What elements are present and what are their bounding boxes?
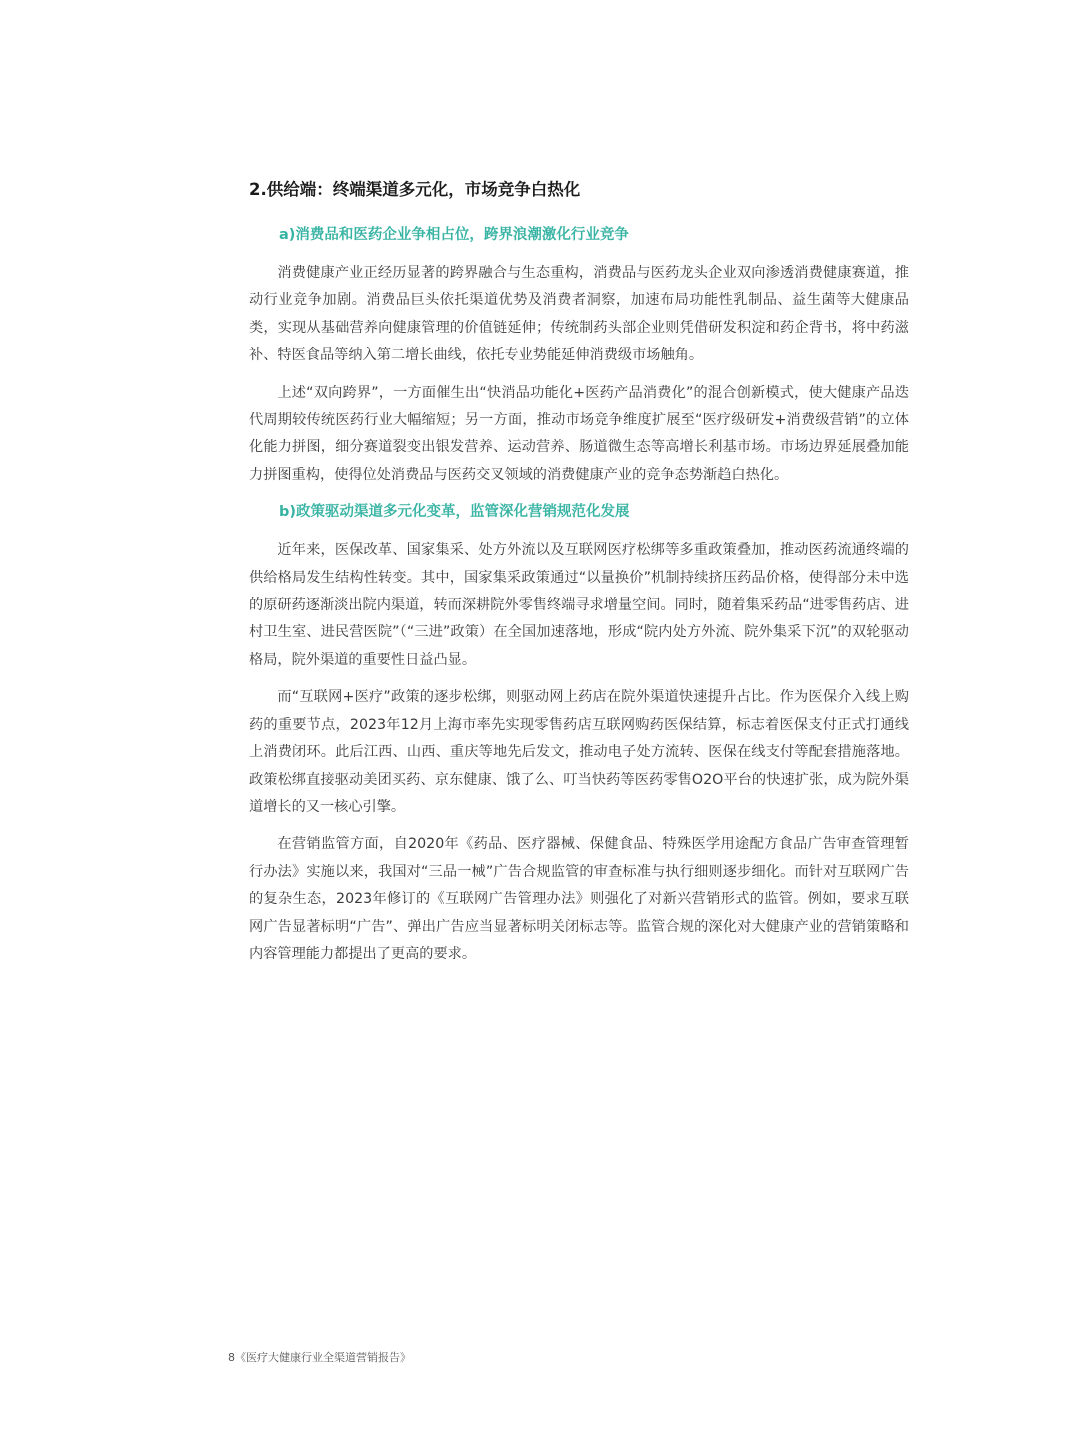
page-footer: 8《医疗大健康行业全渠道营销报告》 bbox=[228, 1351, 411, 1364]
paragraph: 而“互联网+医疗”政策的逐步松绑，则驱动网上药店在院外渠道快速提升占比。作为医保介入线上购药的重要节点，2023年12月上海市率先实现零售药店互联网购药医保结算，标志着医保支付正式打通线上消费闭环。此后江西、山西、重庆等地先后发文，推动电子处方流转、医保在线支付等配套措施落地。政策松绑直接驱动美团买药、京东健康、饿了么、叮当快药等医药零售O2O平台的快速扩张，成为院外渠道增长的又一核心引擎。 bbox=[249, 689, 909, 815]
paragraph: 上述“双向跨界”，一方面催生出“快消品功能化+医药产品消费化”的混合创新模式，使大健康产品迭代周期较传统医药行业大幅缩短；另一方面，推动市场竞争维度扩展至“医疗级研发+消费级营销”的立体化能力拼图，细分赛道裂变出银发营养、运动营养、肠道微生态等高增长利基市场。市场边界延展叠加能力拼图重构，使得位处消费品与医药交叉领域的消费健康产业的竞争态势渐趋白热化。 bbox=[249, 384, 909, 483]
paragraph: 在营销监管方面，自2020年《药品、医疗器械、保健食品、特殊医学用途配方食品广告审查管理暂行办法》实施以来，我国对“三品一械”广告合规监管的审查标准与执行细则逐步细化。而针对互联网广告的复杂生态，2023年修订的《互联网广告管理办法》则强化了对新兴营销形式的监管。例如，要求互联网广告显著标明“广告”、弹出广告应当显著标明关闭标志等。监管合规的深化对大健康产业的营销策略和内容管理能力都提出了更高的要求。 bbox=[249, 836, 909, 962]
subsection-b-title: b)政策驱动渠道多元化变革，监管深化营销规范化发展 bbox=[279, 504, 630, 521]
subsection-b bbox=[249, 499, 909, 968]
page-content bbox=[249, 176, 909, 978]
paragraph: 消费健康产业正经历显著的跨界融合与生态重构，消费品与医药龙头企业双向渗透消费健康赛道，推动行业竞争加剧。消费品巨头依托渠道优势及消费者洞察，加速布局功能性乳制品、益生菌等大健康品类，实现从基础营养向健康管理的价值链延伸；传统制药头部企业则凭借研发积淀和药企背书，将中药滋补、特医食品等纳入第二增长曲线，依托专业势能延伸消费级市场触角。 bbox=[249, 265, 909, 364]
paragraph: 近年来，医保改革、国家集采、处方外流以及互联网医疗松绑等多重政策叠加，推动医药流通终端的供给格局发生结构性转变。其中，国家集采政策通过“以量换价”机制持续挤压药品价格，使得部分未中选的原研药逐渐淡出院内渠道，转而深耕院外零售终端寻求增量空间。同时，随着集采药品“进零售药店、进村卫生室、进民营医院”（“三进”政策）在全国加速落地，形成“院内处方外流、院外集采下沉”的双轮驱动格局，院外渠道的重要性日益凸显。 bbox=[249, 542, 909, 668]
section-title: 2.供给端：终端渠道多元化，市场竞争白热化 bbox=[249, 180, 581, 199]
subsection-a-title: a)消费品和医药企业争相占位，跨界浪潮激化行业竞争 bbox=[279, 227, 629, 243]
subsection-a bbox=[249, 222, 909, 489]
